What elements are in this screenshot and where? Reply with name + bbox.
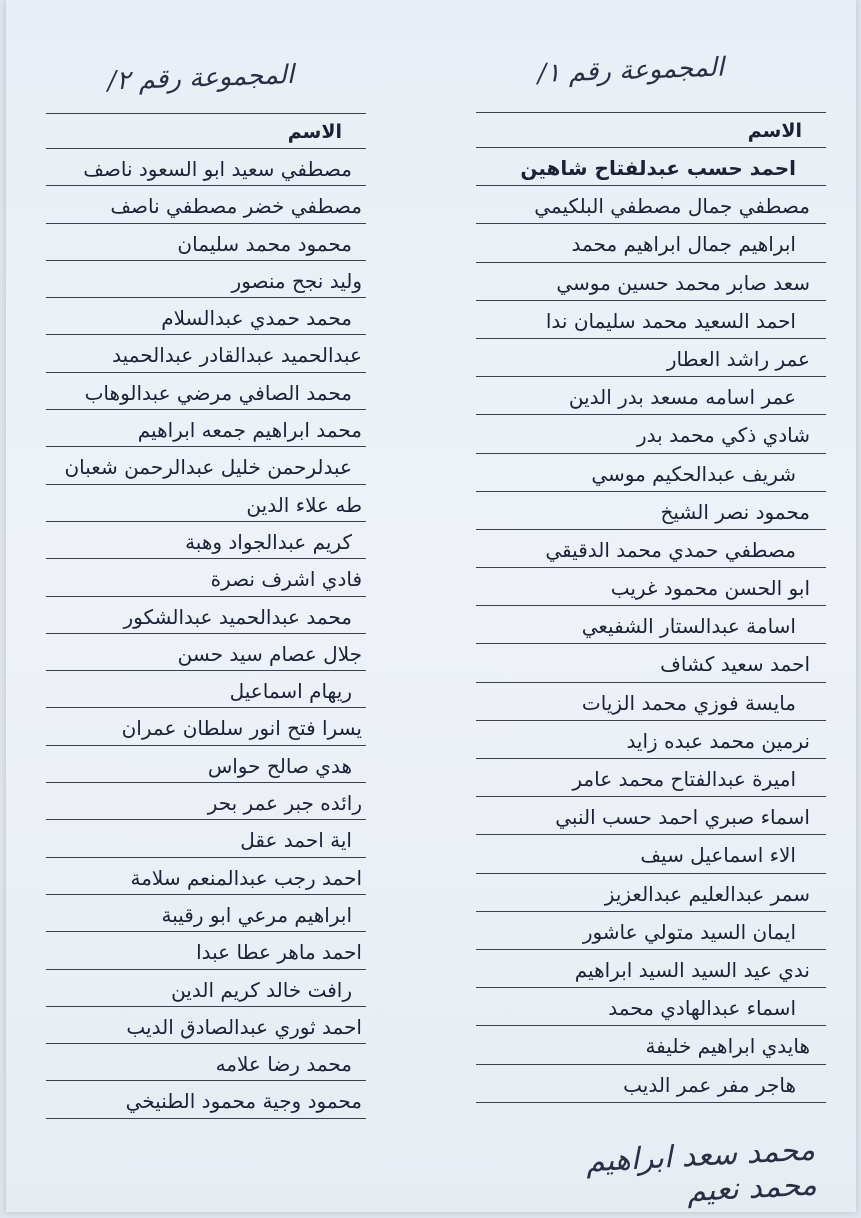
list-item: ندي عيد السيد السيد ابراهيم xyxy=(476,950,826,988)
list-item: احمد السعيد محمد سليمان ندا xyxy=(476,301,826,339)
list-item: محمد ابراهيم جمعه ابراهيم xyxy=(46,410,366,447)
list-item: ريهام اسماعيل xyxy=(46,671,366,708)
list-item: رائده جبر عمر بحر xyxy=(46,783,366,820)
list-item: مصطفي حمدي محمد الدقيقي xyxy=(476,530,826,568)
list-item: ابراهيم جمال ابراهيم محمد xyxy=(476,224,826,262)
list-item: ابراهيم مرعي ابو رقيبة xyxy=(46,895,366,932)
list-item: مصطفي جمال مصطفي البلكيمي xyxy=(476,186,826,224)
list-item: هايدي ابراهيم خليفة xyxy=(476,1026,826,1064)
list-item: عمر راشد العطار xyxy=(476,339,826,377)
list-item: محمد عبدالحميد عبدالشكور xyxy=(46,597,366,634)
list-item: محمود محمد سليمان xyxy=(46,224,366,261)
list-item: عمر اسامه مسعد بدر الدين xyxy=(476,377,826,415)
group-1-column xyxy=(476,40,826,1103)
list-item: سمر عبدالعليم عبدالعزيز xyxy=(476,874,826,912)
list-item: اسماء صبري احمد حسب النبي xyxy=(476,797,826,835)
list-item: مايسة فوزي محمد الزيات xyxy=(476,683,826,721)
group-1-name-header: الاسم xyxy=(476,112,826,148)
list-item: اسامة عبدالستار الشفيعي xyxy=(476,606,826,644)
list-item: رافت خالد كريم الدين xyxy=(46,970,366,1007)
list-item: عبدلرحمن خليل عبدالرحمن شعبان xyxy=(46,447,366,484)
list-item: نرمين محمد عبده زايد xyxy=(476,721,826,759)
list-item: كريم عبدالجواد وهبة xyxy=(46,522,366,559)
list-item: احمد ثوري عبدالصادق الديب xyxy=(46,1007,366,1044)
group-2-name-list xyxy=(46,149,366,1119)
list-item: محمد الصافي مرضي عبدالوهاب xyxy=(46,373,366,410)
paper-sheet xyxy=(6,0,856,1212)
list-item: احمد حسب عبدلفتاح شاهين xyxy=(476,148,826,186)
list-item: هاجر مفر عمر الديب xyxy=(476,1065,826,1103)
list-item: محمود نصر الشيخ xyxy=(476,492,826,530)
list-item: محمود وجية محمود الطنيخي xyxy=(46,1081,366,1118)
list-item: عبدالحميد عبدالقادر عبدالحميد xyxy=(46,335,366,372)
list-item: محمد رضا علامه xyxy=(46,1044,366,1081)
list-item: محمد حمدي عبدالسلام xyxy=(46,298,366,335)
group-2-column xyxy=(46,55,366,1119)
handwritten-signature: محمد سعد ابراهيم محمد نعيم xyxy=(584,1132,818,1210)
list-item: ايمان السيد متولي عاشور xyxy=(476,912,826,950)
list-item: طه علاء الدين xyxy=(46,485,366,522)
list-item: شريف عبدالحكيم موسي xyxy=(476,454,826,492)
list-item: مصطفي سعيد ابو السعود ناصف xyxy=(46,149,366,186)
group-1-name-list xyxy=(476,148,826,1103)
group-2-name-header: الاسم xyxy=(46,113,366,149)
list-item: سعد صابر محمد حسين موسي xyxy=(476,263,826,301)
list-item: اية احمد عقل xyxy=(46,820,366,857)
list-item: هدي صالح حواس xyxy=(46,746,366,783)
list-item: احمد رجب عبدالمنعم سلامة xyxy=(46,858,366,895)
list-item: جلال عصام سيد حسن xyxy=(46,634,366,671)
group-1-title: المجموعة رقم ١/ xyxy=(537,52,725,89)
list-item: مصطفي خضر مصطفي ناصف xyxy=(46,186,366,223)
list-item: شادي ذكي محمد بدر xyxy=(476,415,826,453)
list-item: اميرة عبدالفتاح محمد عامر xyxy=(476,759,826,797)
list-item: اسماء عبدالهادي محمد xyxy=(476,988,826,1026)
list-item: وليد نجح منصور xyxy=(46,261,366,298)
list-item: يسرا فتح انور سلطان عمران xyxy=(46,708,366,745)
list-item: ابو الحسن محمود غريب xyxy=(476,568,826,606)
list-item: الاء اسماعيل سيف xyxy=(476,835,826,873)
list-item: فادي اشرف نصرة xyxy=(46,559,366,596)
group-2-title: المجموعة رقم ٢/ xyxy=(107,59,295,97)
list-item: احمد سعيد كشاف xyxy=(476,644,826,682)
list-item: احمد ماهر عطا عبدا xyxy=(46,932,366,969)
